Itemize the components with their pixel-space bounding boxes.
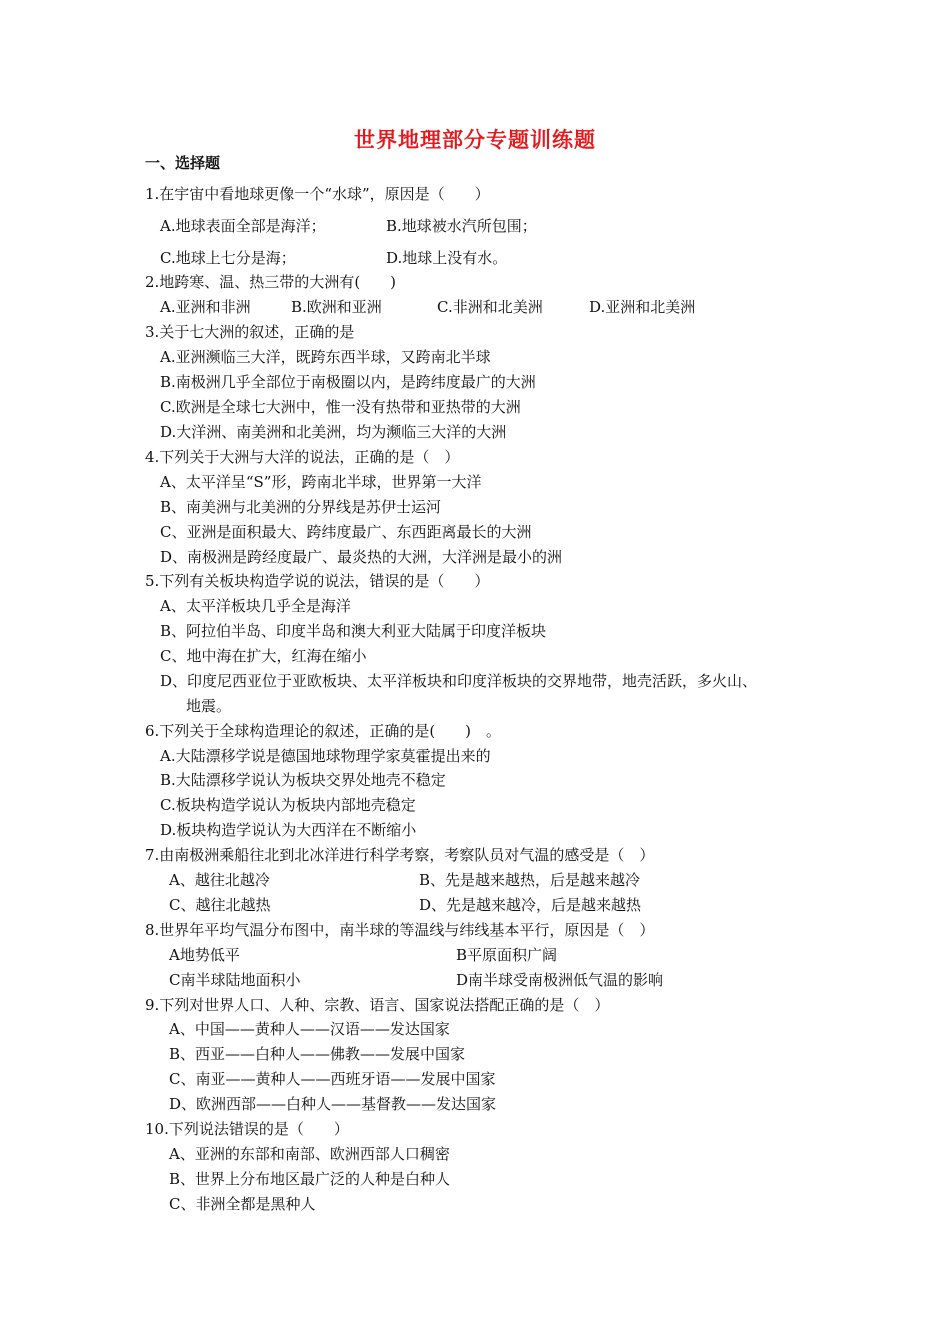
question-5-option-c: C、地中海在扩大，红海在缩小 xyxy=(160,647,367,665)
question-10-option-a: A、亚洲的东部和南部、欧洲西部人口稠密 xyxy=(169,1145,450,1163)
question-1-option-d: D.地球上没有水。 xyxy=(386,249,508,267)
question-6-option-a: A.大陆漂移学说是德国地球物理学家莫霍提出来的 xyxy=(160,747,491,765)
question-1-option-c: C.地球上七分是海； xyxy=(160,249,296,267)
question-4-option-a: A、太平洋呈“S”形，跨南北半球，世界第一大洋 xyxy=(160,473,482,491)
question-4-stem: 4.下列关于大洲与大洋的说法，正确的是（ ） xyxy=(145,448,460,466)
question-4-option-c: C、亚洲是面积最大、跨纬度最广、东西距离最长的大洲 xyxy=(160,523,532,541)
question-2-option-d: D.亚洲和北美洲 xyxy=(589,298,696,316)
question-5-option-d: D、印度尼西亚位于亚欧板块、太平洋板块和印度洋板块的交界地带，地壳活跃，多火山、 xyxy=(160,672,758,690)
question-4-option-b: B、南美洲与北美洲的分界线是苏伊士运河 xyxy=(160,498,442,516)
question-10-option-b: B、世界上分布地区最广泛的人种是白种人 xyxy=(169,1170,451,1188)
question-7-option-d: D、先是越来越冷，后是越来越热 xyxy=(419,896,642,914)
question-9-option-a: A、中国——黄种人——汉语——发达国家 xyxy=(169,1020,450,1038)
question-9-option-c: C、南亚——黄种人——西班牙语——发展中国家 xyxy=(169,1070,496,1088)
question-1-stem: 1.在宇宙中看地球更像一个“水球”，原因是（ ） xyxy=(145,185,490,203)
question-6-option-b: B.大陆漂移学说认为板块交界处地壳不稳定 xyxy=(160,771,446,789)
question-1-option-a: A.地球表面全部是海洋； xyxy=(160,217,326,235)
question-10-stem: 10.下列说法错误的是（ ） xyxy=(145,1120,349,1138)
question-2-option-c: C.非洲和北美洲 xyxy=(437,298,543,316)
question-5-option-d-continued: 地震。 xyxy=(186,697,232,715)
question-10-option-c: C、非洲全都是黑种人 xyxy=(169,1195,316,1213)
question-3-option-c: C.欧洲是全球七大洲中，惟一没有热带和亚热带的大洲 xyxy=(160,398,521,416)
question-7-option-b: B、先是越来越热，后是越来越冷 xyxy=(419,871,641,889)
question-3-stem: 3.关于七大洲的叙述，正确的是 xyxy=(145,323,355,341)
question-8-option-d: D南半球受南极洲低气温的影响 xyxy=(456,971,664,989)
question-7-option-a: A、越往北越冷 xyxy=(169,871,270,889)
question-5-option-b: B、阿拉伯半岛、印度半岛和澳大利亚大陆属于印度洋板块 xyxy=(160,622,547,640)
question-6-stem: 6.下列关于全球构造理论的叙述，正确的是( ) 。 xyxy=(145,722,502,740)
question-8-stem: 8.世界年平均气温分布图中，南半球的等温线与纬线基本平行，原因是（ ） xyxy=(145,921,655,939)
question-7-option-c: C、越往北越热 xyxy=(169,896,271,914)
question-4-option-d: D、南极洲是跨经度最广、最炎热的大洲，大洋洲是最小的洲 xyxy=(160,548,563,566)
question-9-stem: 9.下列对世界人口、人种、宗教、语言、国家说法搭配正确的是（ ） xyxy=(145,996,610,1014)
question-9-option-d: D、欧洲西部——白种人——基督教——发达国家 xyxy=(169,1095,497,1113)
question-2-option-b: B.欧洲和亚洲 xyxy=(291,298,382,316)
question-3-option-a: A.亚洲濒临三大洋，既跨东西半球，又跨南北半球 xyxy=(160,348,491,366)
question-8-option-a: A地势低平 xyxy=(169,946,240,964)
question-5-option-a: A、太平洋板块几乎全是海洋 xyxy=(160,597,351,615)
question-3-option-b: B.南极洲几乎全部位于南极圈以内，是跨纬度最广的大洲 xyxy=(160,373,536,391)
question-2-option-a: A.亚洲和非洲 xyxy=(160,298,251,316)
question-6-option-c: C.板块构造学说认为板块内部地壳稳定 xyxy=(160,796,416,814)
question-7-stem: 7.由南极洲乘船往北到北冰洋进行科学考察，考察队员对气温的感受是（ ） xyxy=(145,846,655,864)
question-8-option-b: B平原面积广阔 xyxy=(456,946,558,964)
question-3-option-d: D.大洋洲、南美洲和北美洲，均为濒临三大洋的大洲 xyxy=(160,423,507,441)
question-1-option-b: B.地球被水汽所包围； xyxy=(386,217,537,235)
question-8-option-c: C南半球陆地面积小 xyxy=(169,971,301,989)
question-6-option-d: D.板块构造学说认为大西洋在不断缩小 xyxy=(160,821,417,839)
page-title: 世界地理部分专题训练题 xyxy=(354,128,596,152)
question-2-stem: 2.地跨寒、温、热三带的大洲有( ) xyxy=(145,273,397,291)
section-heading: 一、选择题 xyxy=(145,154,221,172)
question-5-stem: 5.下列有关板块构造学说的说法，错误的是（ ） xyxy=(145,572,490,590)
question-9-option-b: B、西亚——白种人——佛教——发展中国家 xyxy=(169,1045,466,1063)
